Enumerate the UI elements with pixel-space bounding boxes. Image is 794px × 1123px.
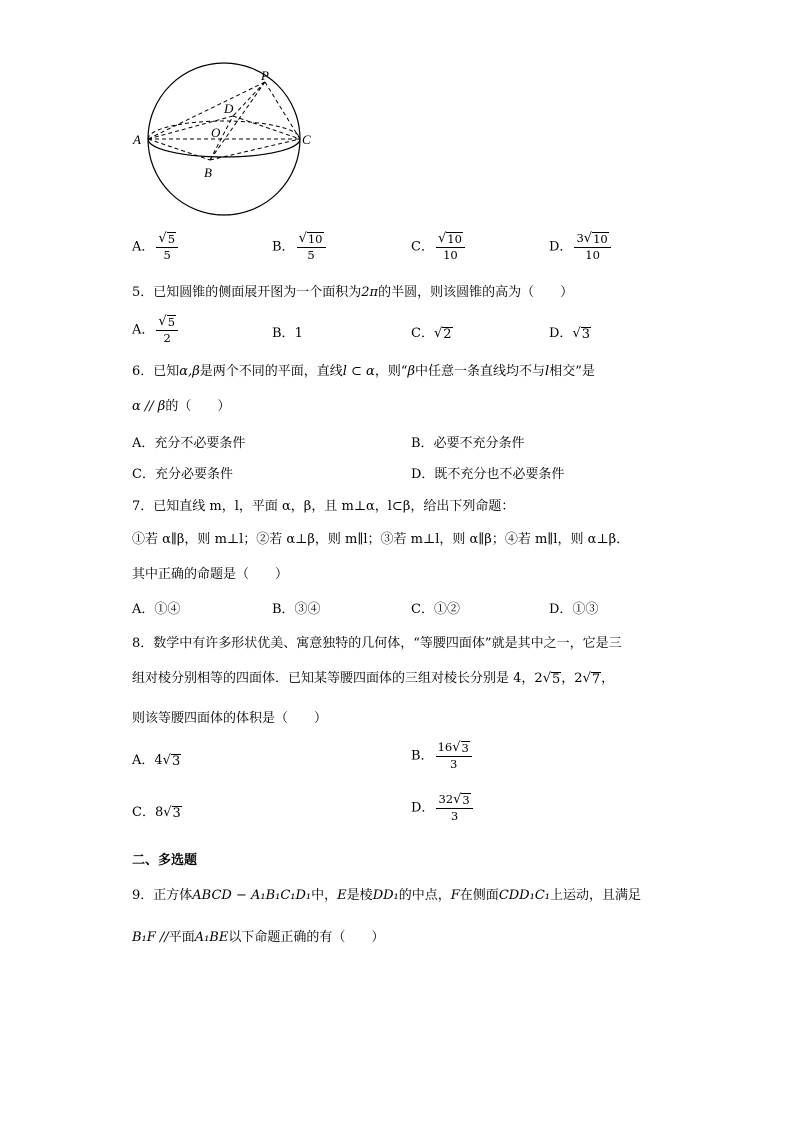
- q8-stem-line3: 则该等腰四面体的体积是（ ）: [132, 711, 328, 726]
- q6-stem-line1: 6．已知α,β是两个不同的平面，直线l ⊂ α，则“β中任意一条直线均不与l相交”是: [132, 364, 595, 379]
- q9-stem-line2: B₁F //平面A₁BE以下命题正确的有（ ）: [132, 930, 385, 945]
- q8-stem-line2: 组对棱分别相等的四面体．已知某等腰四面体的三组对棱长分别是 4，2 √ 5 ，2 √ 7 ，: [132, 671, 615, 687]
- q8-option-a: A．4 √ 3: [132, 753, 181, 769]
- label-p: P: [261, 68, 269, 83]
- q7-stem: 7．已知直线 m，l，平面 α，β，且 m⊥α，l⊂β，给出下列命题：: [132, 499, 515, 514]
- label-c: C: [302, 132, 311, 147]
- q8-option-b: B． 16 √ 3 3: [411, 741, 472, 771]
- q6-stem-line2: α // β的（ ）: [132, 399, 231, 414]
- edge-ab: [148, 139, 210, 160]
- q4-option-d: D． 3 √ 10 10: [549, 232, 611, 262]
- equator-back: [148, 121, 300, 139]
- q4-option-b: B． √ 10 5: [272, 232, 326, 262]
- label-d: D: [224, 101, 234, 116]
- q5-stem: 5．已知圆锥的侧面展开图为一个面积为2π的半圆，则该圆锥的高为（ ）: [132, 285, 574, 300]
- q5-option-a: A． √ 5 2: [132, 315, 178, 345]
- sphere-figure: [128, 68, 311, 218]
- label-b: B: [204, 165, 212, 180]
- section-heading: 二、多选题: [132, 853, 198, 868]
- q6-option-d: D．既不充分也不必要条件: [411, 467, 565, 482]
- q6-option-a: A．充分不必要条件: [132, 436, 246, 451]
- q6-option-c: C．充分必要条件: [132, 467, 233, 482]
- q4-option-c: C． √ 10 10: [411, 232, 465, 262]
- label-o: O: [211, 125, 221, 140]
- q4-option-a: A． √ 5 5: [132, 232, 178, 262]
- q7-option-d: D．①③: [549, 602, 599, 617]
- equator-front: [148, 139, 300, 157]
- edge-dc: [233, 116, 300, 139]
- label-a: A: [133, 132, 141, 147]
- q8-stem-line1: 8．数学中有许多形状优美、寓意独特的几何体，“等腰四面体”就是其中之一，它是三: [132, 636, 622, 651]
- edge-pd: [233, 82, 265, 116]
- q9-stem-line1: 9．正方体ABCD − A₁B₁C₁D₁中，E是棱DD₁的中点，F在侧面CDD₁C₁上运动，且满足: [132, 888, 641, 903]
- q5-option-d: D． √ 3: [549, 326, 591, 342]
- q7-option-a: A．①④: [132, 602, 181, 617]
- q8-option-d: D． 32 √ 3 3: [411, 793, 473, 823]
- q7-option-b: B．③④: [272, 602, 321, 617]
- q5-option-c: C． √ 2: [411, 326, 452, 342]
- q7-option-c: C．①②: [411, 602, 460, 617]
- q7-ask: 其中正确的命题是（ ）: [132, 567, 289, 582]
- q8-option-c: C．8 √ 3: [132, 805, 181, 821]
- q7-propositions: ①若 α∥β，则 m⊥l；②若 α⊥β，则 m∥l；③若 m⊥l，则 α∥β；④若 m∥l，则 α⊥β．: [132, 532, 630, 547]
- q5-option-b: B．1: [272, 326, 303, 341]
- q6-option-b: B．必要不充分条件: [411, 436, 525, 451]
